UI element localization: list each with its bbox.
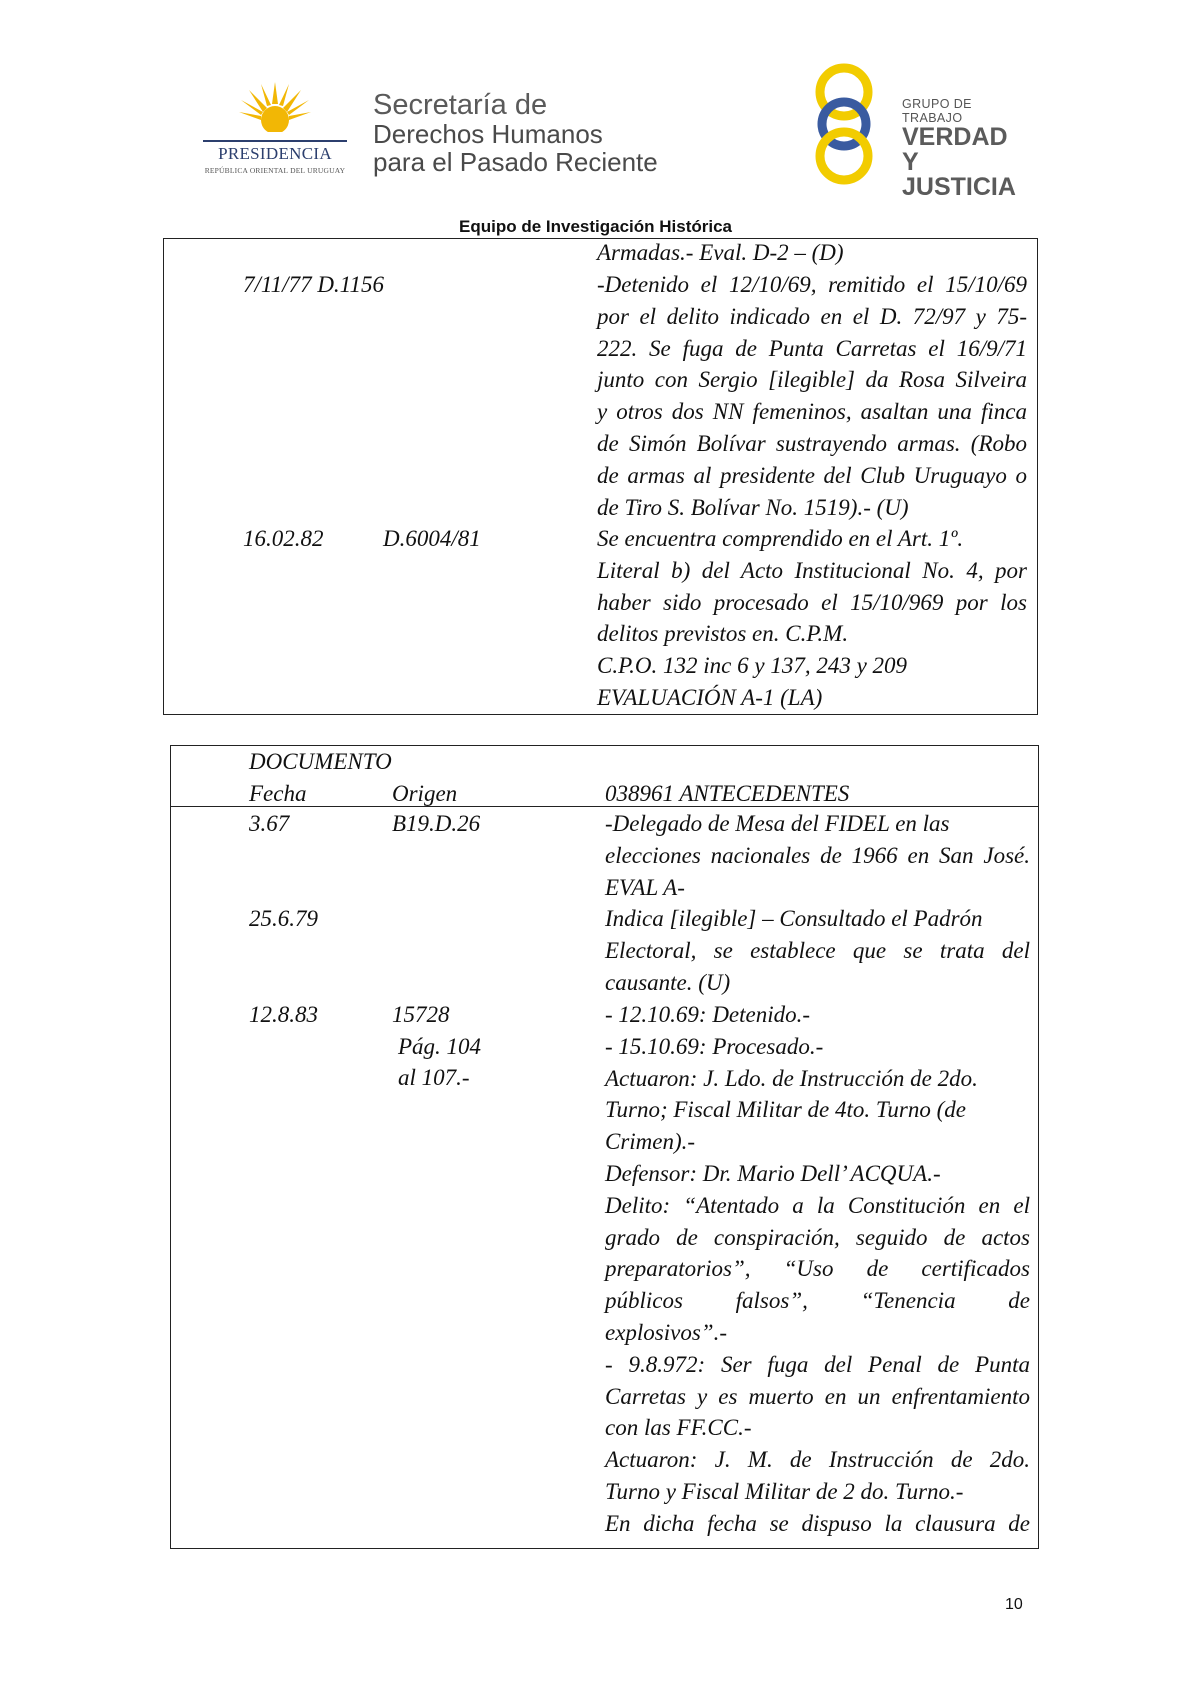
grupo-line-2: VERDAD Y (902, 123, 1008, 176)
column-header-fecha: Fecha (249, 781, 307, 806)
text-line: EVAL A- (605, 874, 685, 900)
column-header-antecedentes: 038961 ANTECEDENTES (605, 781, 850, 806)
text-line: de armas al presidente del Club Uruguayo o (597, 462, 1027, 488)
text-line: Se encuentra comprendido en el Art. 1º. (597, 526, 964, 551)
secretaria-line-2: Derechos Humanos (373, 119, 603, 149)
text-line: de Tiro S. Bolívar No. 1519).- (U) (597, 494, 909, 520)
text-line: de Simón Bolívar sustrayendo armas. (Robo (597, 430, 1027, 456)
box2-entry-1-date: 25.6.79 (249, 906, 318, 931)
presidencia-name: PRESIDENCIA (218, 144, 332, 163)
text-line: elecciones nacionales de 1966 en San José. (605, 842, 1030, 868)
text-line: causante. (U) (605, 969, 731, 995)
column-header-origen: Origen (392, 781, 458, 806)
box2-entry-2-date: 12.8.83 (249, 1002, 318, 1027)
presidencia-logo (195, 82, 355, 178)
box1-entry-2-origin: D.6004/81 (383, 526, 481, 551)
text-line: Turno; Fiscal Militar de 4to. Turno (de (605, 1097, 966, 1123)
text-line: Indica [ilegible] – Consultado el Padrón (605, 906, 983, 931)
document-label: DOCUMENTO (249, 749, 392, 774)
box2-entry-2-origin-line-2: Pág. 104 (398, 1034, 482, 1059)
box2-entry-0-text (605, 808, 1030, 903)
text-line: EVALUACIÓN A-1 (LA) (597, 684, 823, 710)
box2-entry-2-origin-line-3: al 107.- (398, 1065, 470, 1090)
text-line: - 12.10.69: Detenido.- (605, 1002, 811, 1027)
text-line: junto con Sergio [ilegible] da Rosa Silveira (597, 367, 1027, 393)
text-line: delitos previstos en. C.P.M. (597, 621, 849, 647)
box1-entry-1-text (597, 269, 1027, 523)
grupo-line-3: JUSTICIA (902, 173, 1016, 201)
presidencia-underline (203, 140, 347, 142)
text-line: Turno y Fiscal Militar de 2 do. Turno.- (605, 1478, 964, 1504)
text-line: Carretas y es muerto en un enfrentamiento (605, 1383, 1030, 1409)
box1-entry-2-text (597, 523, 1027, 714)
box2-entry-1-text (605, 903, 1030, 998)
text-line: por el delito indicado en el D. 72/97 y 75- (597, 303, 1027, 329)
grupo-verdad-justicia-logo (810, 62, 1025, 201)
grupo-line-1: GRUPO DE TRABAJO (902, 97, 972, 125)
text-line: Delito: “Atentado a la Constitución en el (605, 1192, 1030, 1218)
text-line: preparatorios”, “Uso de certificados (605, 1256, 1030, 1282)
box2-entry-0-origin: B19.D.26 (392, 811, 481, 836)
text-line: explosivos”.- (605, 1319, 728, 1345)
team-heading: Equipo de Investigación Histórica (459, 217, 732, 236)
secretaria-line-3: para el Pasado Reciente (373, 147, 658, 177)
text-line: - 15.10.69: Procesado.- (605, 1033, 824, 1059)
text-line: En dicha fecha se dispuso la clausura de (605, 1510, 1030, 1536)
text-line: grado de conspiración, seguido de actos (605, 1224, 1030, 1250)
text-line: Actuaron: J. M. de Instrucción de 2do. (605, 1447, 1030, 1473)
text-line: haber sido procesado el 15/10/969 por los (597, 589, 1027, 615)
box1-entry-1-date: 7/11/77 D.1156 (243, 272, 384, 297)
text-line: Defensor: Dr. Mario Dell’ ACQUA.- (605, 1160, 941, 1186)
box1-entry-0-text (597, 237, 1027, 269)
text-line: y otros dos NN femeninos, asaltan una finca (597, 399, 1027, 425)
box2-entry-2-origin-line-1: 15728 (392, 1002, 450, 1027)
secretaria-line-1: Secretaría de (373, 89, 548, 121)
presidencia-subtitle: REPÚBLICA ORIENTAL DEL URUGUAY (204, 166, 346, 175)
text-line: con las FF.CC.- (605, 1415, 752, 1441)
text-line: Electoral, se establece que se trata del (605, 937, 1030, 963)
text-line: Literal b) del Acto Institucional No. 4, por (597, 557, 1027, 583)
text-line: Actuaron: J. Ldo. de Instrucción de 2do. (605, 1065, 978, 1091)
sun-icon (239, 82, 311, 142)
page-number: 10 (1005, 1596, 1023, 1613)
text-line: 222. Se fuga de Punta Carretas el 16/9/71 (597, 335, 1027, 361)
text-line: C.P.O. 132 inc 6 y 137, 243 y 209 (597, 653, 908, 679)
text-line: Armadas.- Eval. D-2 – (D) (597, 240, 844, 265)
text-line: públicos falsos”, “Tenencia de (605, 1288, 1030, 1314)
secretaria-title (373, 90, 658, 176)
text-line: - 9.8.972: Ser fuga del Penal de Punta (605, 1351, 1030, 1377)
box2-entry-0-date: 3.67 (249, 811, 290, 836)
text-line: -Delegado de Mesa del FIDEL en las (605, 811, 950, 836)
text-line: -Detenido el 12/10/69, remitido el 15/10/69 (597, 272, 1027, 297)
box2-entry-2-text (605, 999, 1030, 1540)
text-line: Crimen).- (605, 1129, 696, 1155)
box1-entry-2-date: 16.02.82 (243, 526, 324, 551)
rings-icon (810, 62, 900, 187)
